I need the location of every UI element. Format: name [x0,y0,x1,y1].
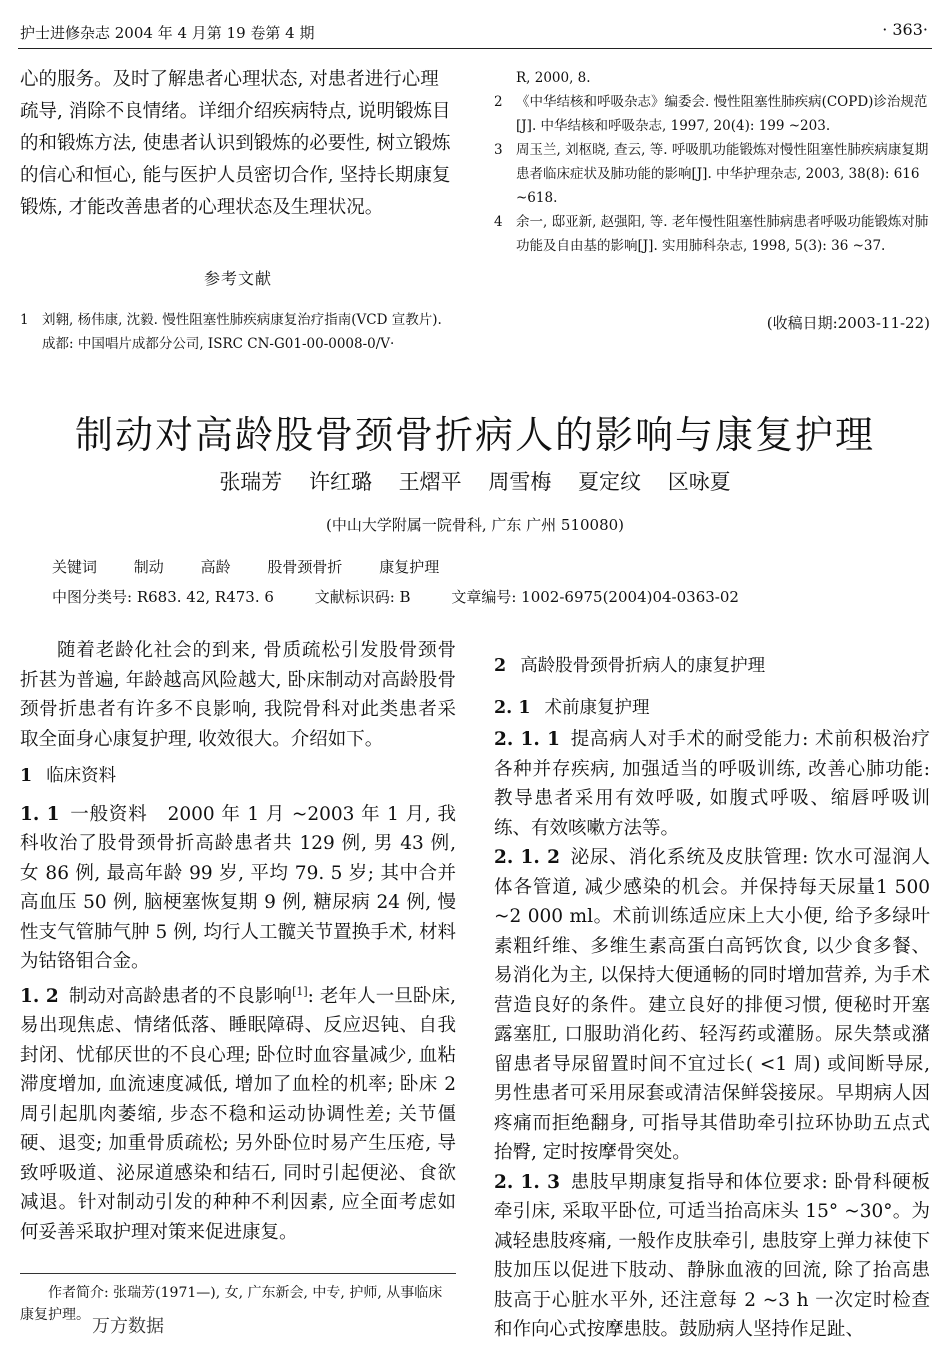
watermark: 万方数据 [92,1316,164,1337]
prev-article-tail: 心的服务。及时了解患者心理状态, 对患者进行心理疏导, 消除不良情绪。详细介绍疾病特点, 说明锻炼目的和锻炼方法, 使患者认识到锻炼的必要性, 树立锻炼的信心和恒心, 能与医护人员密切合作, 坚持长期康复锻炼, 才能改善患者的心理状态及生理状况。 [20,69,451,218]
document-code: 文献标识码: B [314,588,411,606]
reference-number: 1 [20,312,29,328]
section-1-1 [20,800,456,977]
section-text: : 老年人一旦卧床, 易出现焦虑、情绪低落、睡眠障碍、反应迟钝、自我封闭、忧郁厌世的不良心理; 卧位时血容量减少, 血粘滞度增加, 血流速度减低, 增加了血栓的机率; 卧床 2 周引起肌肉萎缩, 步态不稳和运动协调性差; 关节僵硬、退变; 加重骨质疏松; 另外卧位时易产生压疮, 导致呼吸道、泌尿道感染和结石, 同时引起便泌、食欲减退。针对制动引发的种种不利因素, 应全面考虑如何妥善采取护理对策来促进康复。 [20,985,456,1243]
section-number: 2 [494,656,507,676]
section-title: 术前康复护理 [544,697,650,718]
section-title: 临床资料 [46,766,117,786]
section-2-1-3 [494,1168,930,1345]
reference-item [494,66,930,90]
reference-text: 余一, 邸亚新, 赵强阳, 等. 老年慢性阻塞性肺病患者呼吸功能锻炼对肺功能及自由基的影响[J]. 实用肺科杂志, 1998, 5(3): 36 ~37. [516,214,929,254]
citation: [1] [292,984,308,998]
reference-number: 2 [494,94,503,110]
header-divider [18,48,932,49]
footnote-divider [20,1273,456,1274]
section-1-2 [20,977,456,1248]
received-date: (收稿日期:2003-11-22) [766,314,930,332]
article-number: 文章编号: 1002-6975(2004)04-0363-02 [451,588,739,606]
references-left [20,308,456,356]
section-text: 患肢早期康复指导和体位要求: 卧骨科硬板牵引床, 采取平卧位, 可适当抬高床头 15° ~30°。为减轻患肢疼痛, 一般作皮肤牵引, 患肢穿上弹力袜使下肢加压以促进下肢动、静脉血液的回流, 除了抬高患肢高于心脏水平外, 还注意每 2 ~3 h 一次定时检查和作向心式按摩患肢。鼓励病人坚持作足趾、 [494,1171,930,1340]
reference-item [20,308,456,356]
section-number: 1. 1 [20,803,60,825]
page-number: · 363· [882,20,928,39]
section-title: 一般资料 [69,803,148,825]
reference-number: 4 [494,214,503,230]
section-text: 泌尿、消化系统及皮肤管理: 饮水可湿润人体各管道, 减少感染的机会。并保持每天尿量1 500 ~2 000 ml。术前训练适应床上大小便, 给予多绿叶素粗纤维、多维生素高蛋白高钙饮食, 以少食多餐、易消化为主, 以保持大便通畅的同时增加营养, 为手术营造良好的条件。建立良好的排便习惯, 便秘时开塞露塞肛, 口服助消化药、轻泻药或灌肠。尿失禁或潴留患者导尿留置时间不宜过长( <1 周) 或间断导尿, 男性患者可采用尿套或清洁保鲜袋接尿。早期病人因疼痛而拒绝翻身, 可指导其借助牵引拉环协助五点式抬臀, 定时按摩骨突处。 [494,847,930,1163]
references-right [494,66,930,258]
article-authors: 张瑞芳 许红璐 王熠平 周雪梅 夏定纹 区咏夏 [219,470,731,494]
keyword: 高龄 [200,558,231,576]
keyword: 制动 [133,558,164,576]
reference-text: 刘翱, 杨伟康, 沈毅. 慢性阻塞性肺疾病康复治疗指南(VCD 宣教片). 成都: 中国唱片成都分公司, ISRC CN-G01-00-0008-0/V· [42,312,442,352]
keyword: 股骨颈骨折 [267,558,343,576]
article-affiliation: (中山大学附属一院骨科, 广东 广州 510080) [325,516,625,534]
reference-number [494,66,516,90]
clc-number: 中图分类号: R683. 42, R473. 6 [52,588,274,606]
section-2-heading [494,652,930,682]
reference-number: 3 [494,142,503,158]
section-number: 2. 1. 3 [494,1171,560,1193]
article-title: 制动对高龄股骨颈骨折病人的影响与康复护理 [74,413,875,457]
journal-header: 护士进修杂志 2004 年 4 月第 19 卷第 4 期 [20,24,315,42]
section-number: 2. 1. 1 [494,729,560,750]
section-number: 2. 1 [494,697,531,718]
author-footnote: 作者简介: 张瑞芳(1971—), 女, 广东新会, 中专, 护师, 从事临床康复护理。 [20,1285,443,1323]
section-2-1-heading [494,694,930,724]
keywords-label: 关键词 [52,558,98,576]
reference-item [494,90,930,138]
body-left-column [20,636,456,1247]
keywords-line [52,556,471,577]
section-text: 提高病人对手术的耐受能力: 术前积极治疗各种并存疾病, 加强适当的呼吸训练, 改善心肺功能: 教导患者采用有效呼吸, 如腹式呼吸、缩唇呼吸训练、有效咳嗽方法等。 [494,729,930,839]
section-2-1-2 [494,843,930,1168]
reference-text: 《中华结核和呼吸杂志》编委会. 慢性阻塞性肺疾病(COPD)诊治规范[J]. 中华结核和呼吸杂志, 1997, 20(4): 199 ~203. [516,94,928,134]
section-number: 1 [20,766,33,786]
section-title: 制动对高龄患者的不良影响 [68,985,293,1007]
intro-paragraph: 随着老龄化社会的到来, 骨质疏松引发股骨颈骨折甚为普遍, 年龄越高风险越大, 卧床制动对高龄股骨颈骨折患者有许多不良影响, 我院骨科对此类患者采取全面身心康复护理, 收效很大。介绍如下。 [20,640,456,750]
reference-text: 周玉兰, 刘枢晓, 查云, 等. 呼吸肌功能锻炼对慢性阻塞性肺疾病康复期患者临床症状及肺功能的影响[J]. 中华护理杂志, 2003, 38(8): 616 ~618. [516,142,929,206]
references-title: 参考文献 [203,269,272,288]
reference-item [494,138,930,210]
classification-line [52,586,775,607]
section-1-heading [20,762,456,792]
reference-text: R, 2000, 8. [516,70,591,86]
reference-item [494,210,930,258]
section-number: 1. 2 [20,985,59,1007]
section-title: 高龄股骨颈骨折病人的康复护理 [520,656,766,676]
section-number: 2. 1. 2 [494,847,560,868]
keyword: 康复护理 [379,558,440,576]
section-2-1-1 [494,725,930,843]
body-right-column [494,652,930,1345]
section-text: 2000 年 1 月 ~2003 年 1 月, 我科收治了股骨颈骨折高龄患者共 129 例, 男 43 例, 女 86 例, 最高年龄 99 岁, 平均 79. 5 岁; 其中合并高血压 50 例, 脑梗塞恢复期 9 例, 糖尿病 24 例, 慢性支气管肺气肿 5 例, 均行人工髋关节置换手术, 材料为钴铬钼合金。 [20,803,456,972]
